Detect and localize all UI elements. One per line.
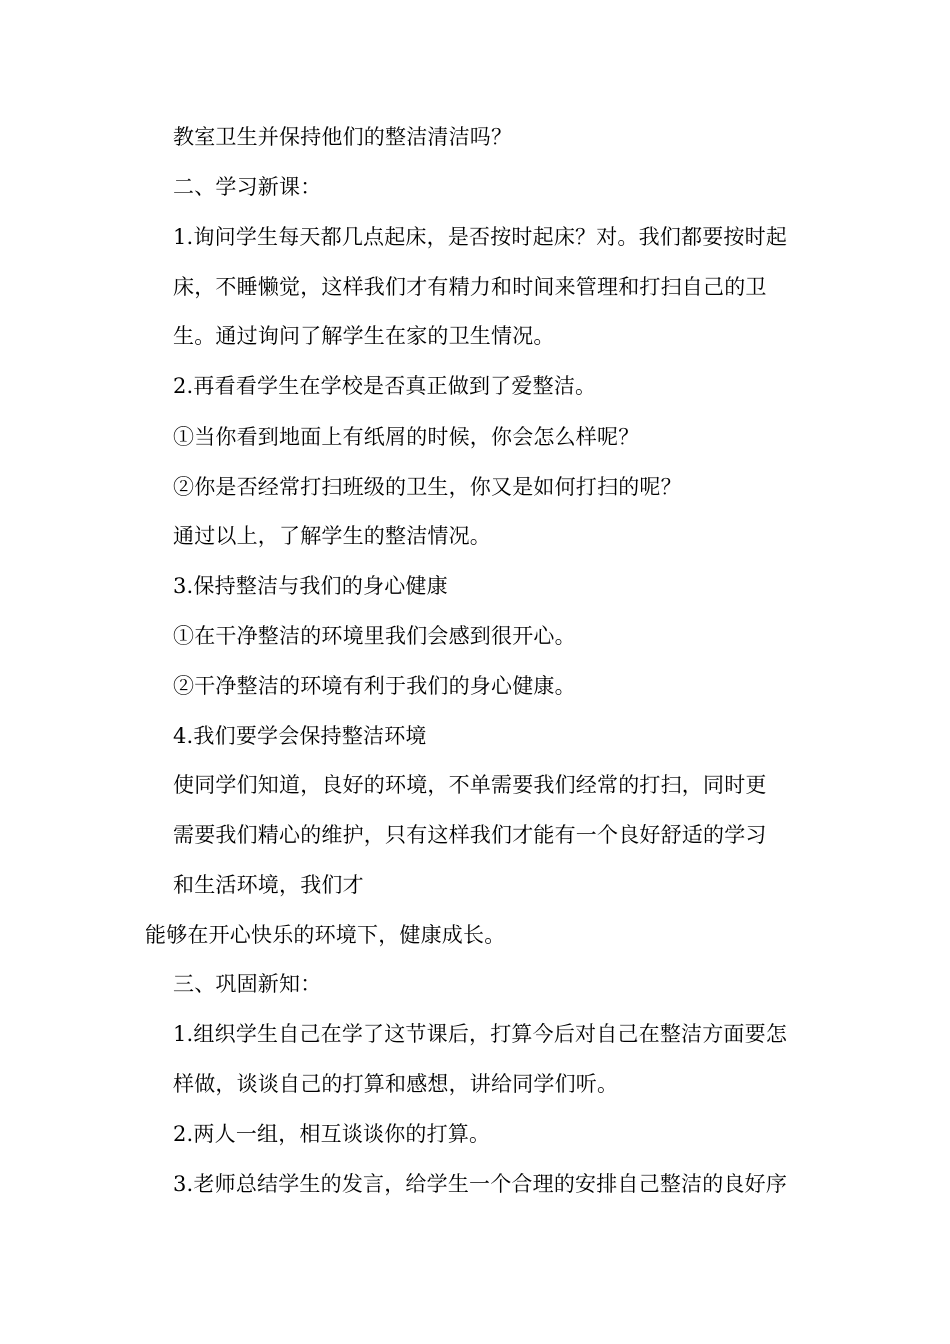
text-line: 1.组织学生自己在学了这节课后，打算今后对自己在整洁方面要怎 (173, 1022, 788, 1046)
text-line: ②干净整洁的环境有利于我们的身心健康。 (173, 674, 576, 698)
section-heading: 三、巩固新知： (173, 972, 322, 996)
text-line: 样做，谈谈自己的打算和感想，讲给同学们听。 (173, 1072, 619, 1096)
text-line: ①在干净整洁的环境里我们会感到很开心。 (173, 624, 576, 648)
text-line: 床，不睡懒觉，这样我们才有精力和时间来管理和打扫自己的卫 (173, 275, 767, 299)
text-line: 教室卫生并保持他们的整洁清洁吗？ (173, 125, 513, 149)
text-line: 2.两人一组，相互谈谈你的打算。 (173, 1122, 491, 1146)
text-line: ②你是否经常打扫班级的卫生，你又是如何打扫的呢？ (173, 475, 682, 499)
text-line: 4.我们要学会保持整洁环境 (173, 724, 427, 748)
text-line: 1.询问学生每天都几点起床，是否按时起床？对。我们都要按时起 (173, 225, 788, 249)
text-line: 和生活环境，我们才 (173, 873, 364, 897)
text-line: 3.老师总结学生的发言，给学生一个合理的安排自己整洁的良好序 (173, 1172, 788, 1196)
text-line: 3.保持整洁与我们的身心健康 (173, 574, 448, 598)
text-line: 通过以上，了解学生的整洁情况。 (173, 524, 491, 548)
text-line: 能够在开心快乐的环境下，健康成长。 (145, 923, 506, 947)
text-line: 生。通过询问了解学生在家的卫生情况。 (173, 324, 555, 348)
text-line: 2.再看看学生在学校是否真正做到了爱整洁。 (173, 374, 597, 398)
text-line: 需要我们精心的维护，只有这样我们才能有一个良好舒适的学习 (173, 823, 767, 847)
text-line: ①当你看到地面上有纸屑的时候，你会怎么样呢？ (173, 425, 640, 449)
section-heading: 二、学习新课： (173, 175, 322, 199)
text-line: 使同学们知道，良好的环境，不单需要我们经常的打扫，同时更 (173, 773, 767, 797)
